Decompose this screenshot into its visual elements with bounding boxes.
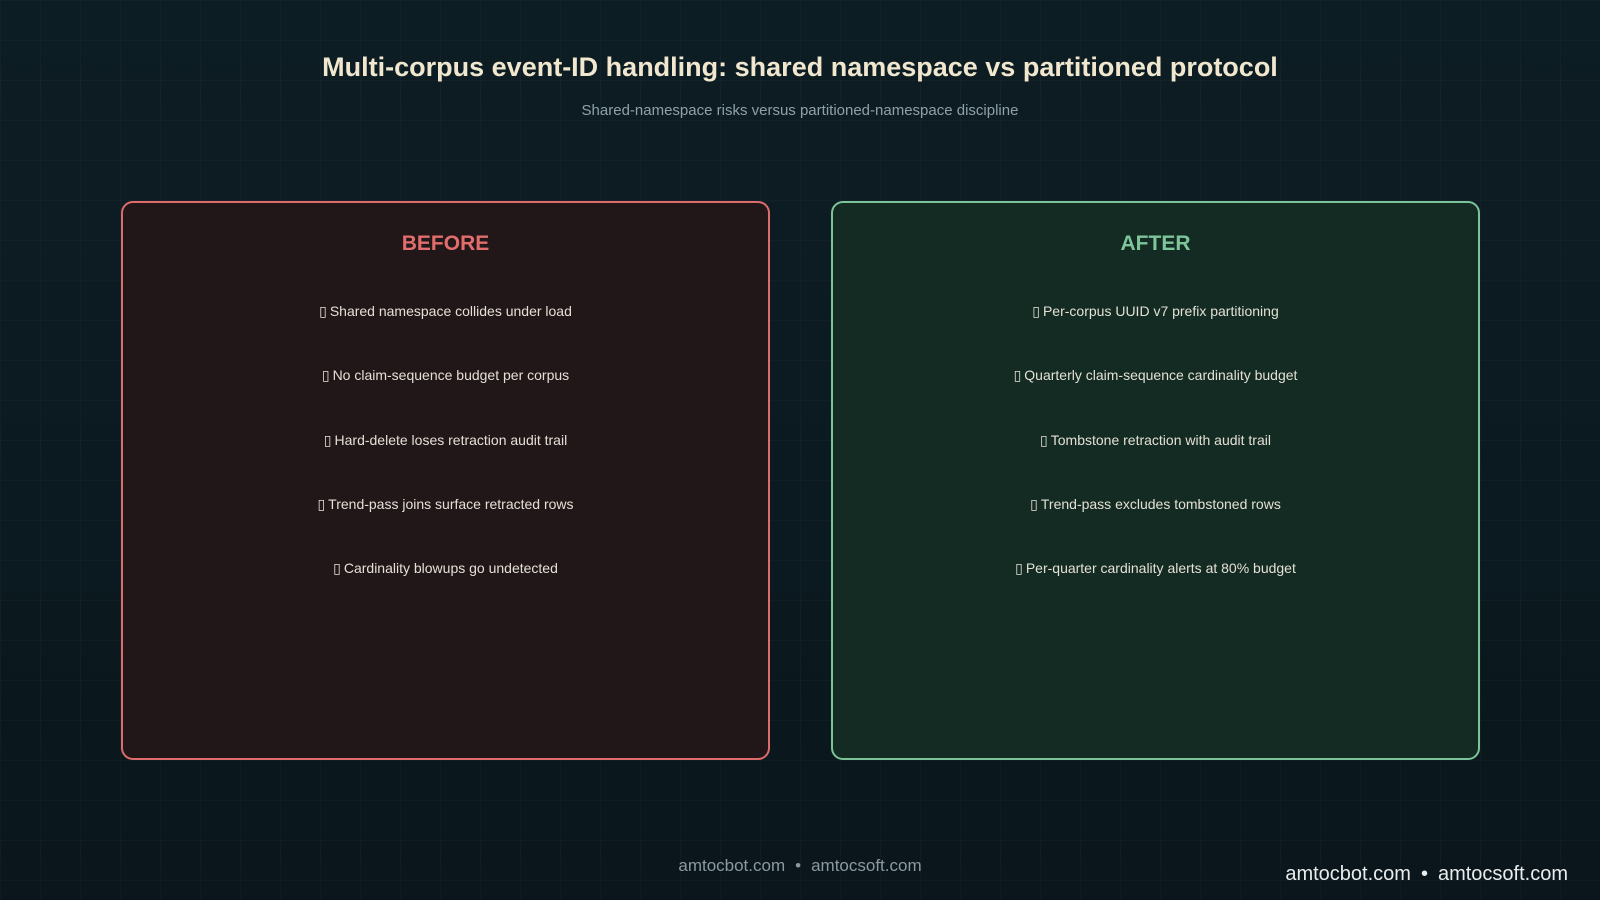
- after-item: [833, 432, 1478, 449]
- missing-glyph-icon: ▯: [1040, 432, 1048, 448]
- before-panel: [121, 201, 770, 760]
- watermark-site-a: amtocbot.com: [1285, 863, 1411, 885]
- after-item-text: Tombstone retraction with audit trail: [1050, 432, 1271, 448]
- after-item-text: Quarterly claim-sequence cardinality budget: [1024, 367, 1298, 383]
- page-title: Multi-corpus event-ID handling: shared namespace vs partitioned protocol: [322, 52, 1278, 82]
- after-heading: AFTER: [1120, 232, 1191, 255]
- missing-glyph-icon: ▯: [333, 560, 341, 576]
- missing-glyph-icon: ▯: [1030, 496, 1038, 512]
- footer-site-b: amtocsoft.com: [811, 856, 922, 875]
- before-item-text: Trend-pass joins surface retracted rows: [328, 496, 574, 512]
- before-item-text: Hard-delete loses retraction audit trail: [334, 432, 568, 448]
- missing-glyph-icon: ▯: [1013, 367, 1022, 383]
- before-item-text: Cardinality blowups go undetected: [343, 560, 558, 576]
- missing-glyph-icon: ▯: [317, 496, 326, 512]
- footer-separator: •: [795, 856, 802, 875]
- missing-glyph-icon: ▯: [323, 432, 332, 448]
- footer-watermark: [1285, 863, 1568, 886]
- after-item: [833, 367, 1478, 384]
- before-item: [123, 303, 768, 320]
- missing-glyph-icon: ▯: [319, 303, 327, 319]
- before-heading: BEFORE: [401, 232, 490, 255]
- missing-glyph-icon: ▯: [1015, 560, 1023, 576]
- before-item: [123, 560, 768, 577]
- missing-glyph-icon: ▯: [1032, 303, 1040, 319]
- before-item: [123, 367, 768, 384]
- missing-glyph-icon: ▯: [321, 367, 330, 383]
- page-subtitle: Shared-namespace risks versus partitioned-namespace discipline: [581, 102, 1019, 119]
- footer-site-a: amtocbot.com: [678, 856, 786, 875]
- watermark-separator: •: [1420, 863, 1428, 885]
- before-item-text: Shared namespace collides under load: [329, 303, 572, 319]
- after-item: [833, 303, 1478, 320]
- after-item: [833, 560, 1478, 577]
- before-item-text: No claim-sequence budget per corpus: [332, 367, 570, 383]
- after-panel: [831, 201, 1480, 760]
- before-item: [123, 432, 768, 449]
- after-item-text: Per-quarter cardinality alerts at 80% budget: [1025, 560, 1296, 576]
- after-item-text: Per-corpus UUID v7 prefix partitioning: [1042, 303, 1279, 319]
- after-item: [833, 496, 1478, 513]
- watermark-site-b: amtocsoft.com: [1437, 863, 1568, 885]
- after-item-text: Trend-pass excludes tombstoned rows: [1040, 496, 1281, 512]
- before-item: [123, 496, 768, 513]
